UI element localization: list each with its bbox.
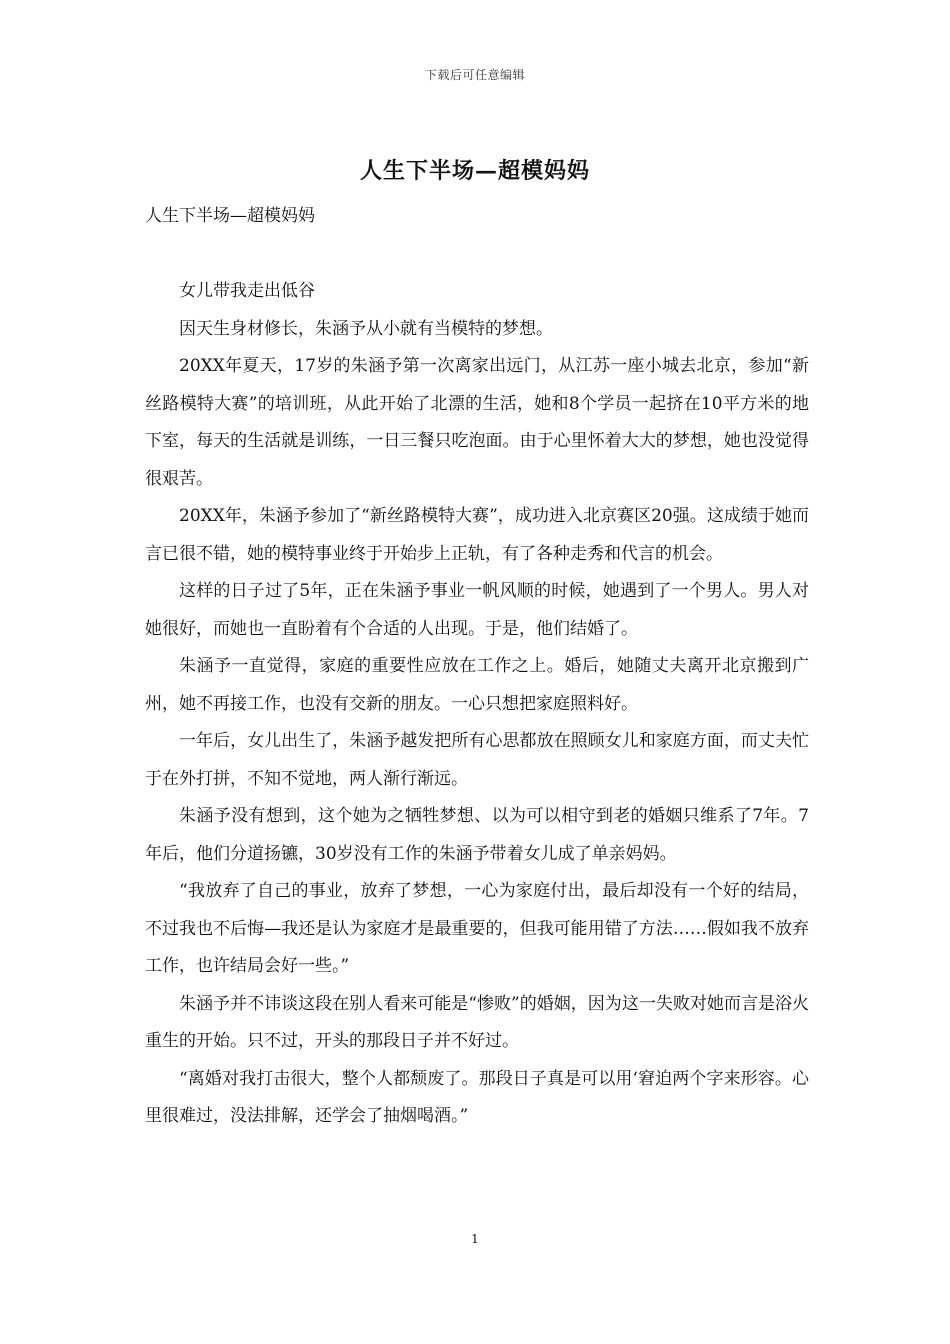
paragraph: 一年后，女儿出生了，朱涵予越发把所有心思都放在照顾女儿和家庭方面，而丈夫忙于在外打拼，不知不觉地，两人渐行渐远。 bbox=[145, 731, 809, 789]
paragraph: 这样的日子过了5年，正在朱涵予事业一帆风顺的时候，她遇到了一个男人。男人对她很好，而她也一直盼着有个合适的人出现。于是，他们结婚了。 bbox=[145, 581, 809, 639]
document-body bbox=[145, 273, 809, 1136]
paragraph: 朱涵予并不讳谈这段在别人看来可能是“惨败”的婚姻，因为这一失败对她而言是浴火重生的开始。只不过，开头的那段日子并不好过。 bbox=[145, 993, 809, 1051]
paragraph: 朱涵予没有想到，这个她为之牺牲梦想、以为可以相守到老的婚姻只维系了7年。7年后，他们分道扬镳，30岁没有工作的朱涵予带着女儿成了单亲妈妈。 bbox=[145, 806, 809, 864]
paragraph: “离婚对我打击很大，整个人都颓废了。那段日子真是可以用‘窘迫两个字来形容。心里很难过，没法排解，还学会了抽烟喝酒。” bbox=[145, 1068, 809, 1126]
page-number: 1 bbox=[471, 1232, 479, 1246]
paragraph: 20XX年夏天，17岁的朱涵予第一次离家出远门，从江苏一座小城去北京，参加“新丝路模特大赛”的培训班，从此开始了北漂的生活，她和8个学员一起挤在10平方米的地下室，每天的生活就是训练，一日三餐只吃泡面。由于心里怀着大大的梦想，她也没觉得很艰苦。 bbox=[145, 356, 809, 489]
paragraph: 20XX年，朱涵予参加了“新丝路模特大赛”，成功进入北京赛区20强。这成绩于她而言已很不错，她的模特事业终于开始步上正轨，有了各种走秀和代言的机会。 bbox=[145, 506, 809, 564]
document-title: 人生下半场—超模妈妈 bbox=[359, 158, 590, 184]
paragraph: “我放弃了自己的事业，放弃了梦想，一心为家庭付出，最后却没有一个好的结局，不过我也不后悔—我还是认为家庭才是最重要的，但我可能用错了方法……假如我不放弃工作，也许结局会好一些。” bbox=[145, 881, 809, 976]
page-header: 下载后可任意编辑 bbox=[424, 68, 525, 82]
document-subtitle: 人生下半场—超模妈妈 bbox=[145, 206, 315, 226]
paragraph: 因天生身材修长，朱涵予从小就有当模特的梦想。 bbox=[179, 318, 553, 339]
paragraph: 女儿带我走出低谷 bbox=[179, 281, 315, 301]
paragraph: 朱涵予一直觉得，家庭的重要性应放在工作之上。婚后，她随丈夫离开北京搬到广州，她不再接工作，也没有交新的朋友。一心只想把家庭照料好。 bbox=[145, 656, 809, 714]
